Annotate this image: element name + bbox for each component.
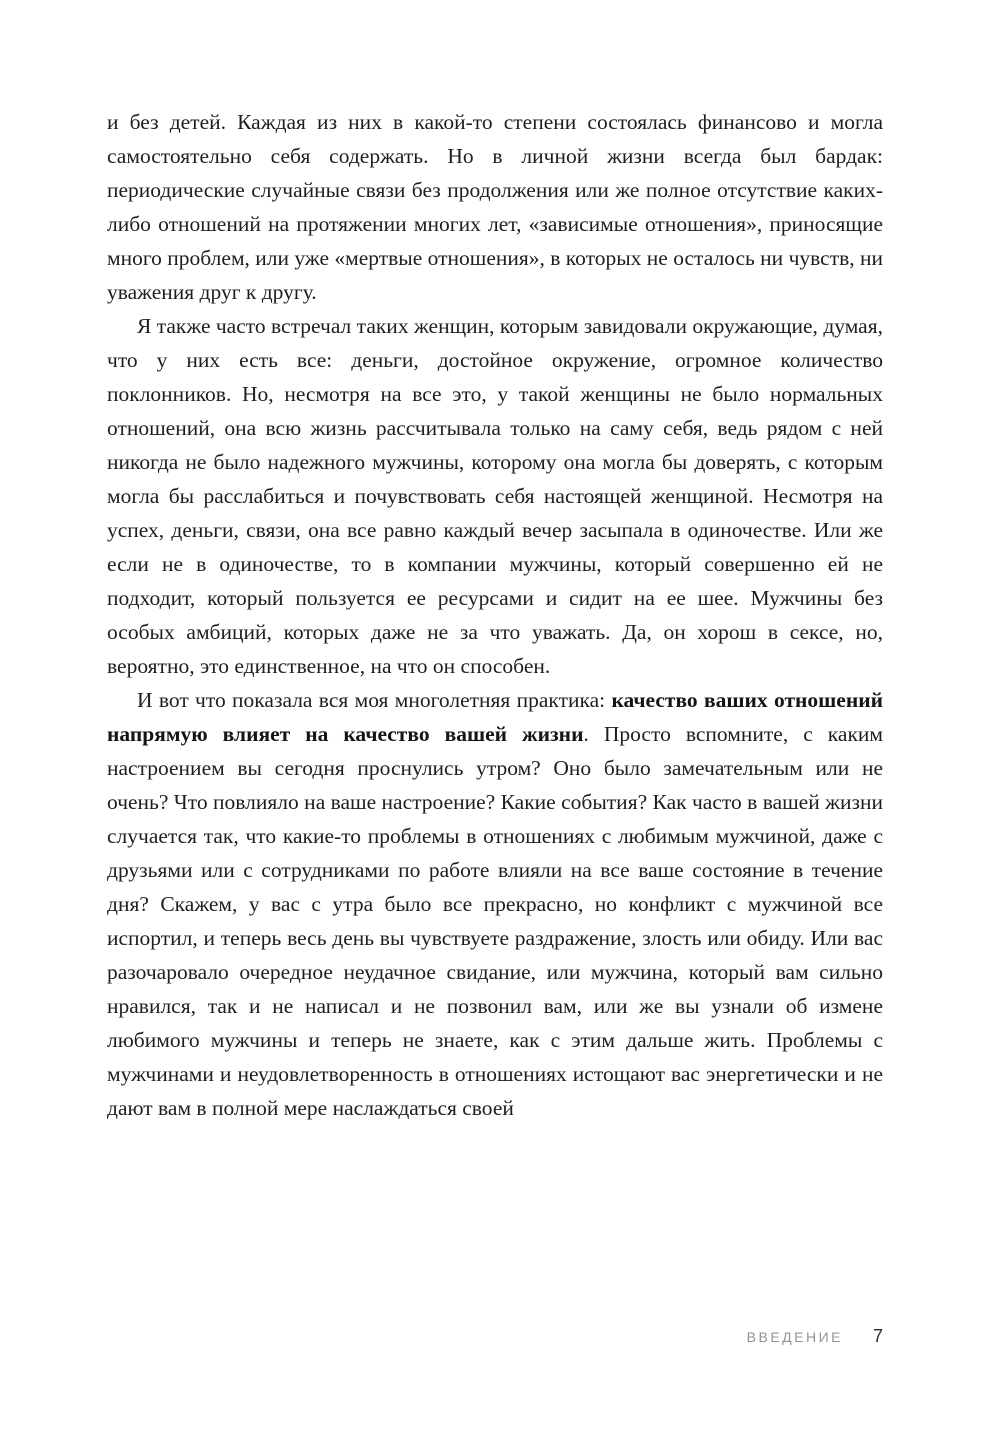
paragraph	[107, 683, 883, 1125]
bold-text: качество ваших отношений напрямую влияет на качество вашей жизни	[107, 688, 883, 746]
paragraph: и без детей. Каждая из них в какой-то степени состоялась финансово и могла самостоятельно себя содержать. Но в личной жизни всегда был бардак: периодические случайные связи без продолжения или же полное отсутствие каких-либо отношений на протяжении многих лет, «зависимые отношения», приносящие много проблем, или уже «мертвые отношения», в которых не осталось ни чувств, ни уважения друг к другу.	[107, 110, 884, 304]
paragraph: Я также часто встречал таких женщин, которым завидовали окружающие, думая, что у них есть все: деньги, достойное окружение, огромное количество поклонников. Но, несмотря на все это, у такой женщины не было нормальных отношений, она всю жизнь рассчитывала только на саму себя, ведь рядом с ней никогда не было надежного мужчины, которому она могла бы доверять, с которым могла бы расслабиться и почувствовать себя настоящей женщиной. Несмотря на успех, деньги, связи, она все равно каждый вечер засыпала в одиночестве. Или же если не в одиночестве, то в компании мужчины, который совершенно ей не подходит, который пользуется ее ресурсами и сидит на ее шее. Мужчины без особых амбиций, которых даже не за что уважать. Да, он хорош в сексе, но, вероятно, это единственное, на что он способен.	[107, 314, 883, 678]
footer-section-title: ВВЕДЕНИЕ	[746, 1329, 843, 1345]
paragraph-text: И вот что показала вся моя многолетняя практика:	[137, 688, 612, 712]
page-number: 7	[872, 1326, 883, 1346]
page-footer	[107, 1326, 883, 1347]
body-text	[107, 105, 883, 1125]
paragraph-text: . Просто вспомните, с каким настроением вы сегодня проснулись утром? Оно было замечательным или не очень? Что повлияло на ваше настроение? Какие события? Как часто в вашей жизни случается так, что какие-то проблемы в отношениях с любимым мужчиной, даже с друзьями или с сотрудниками по работе влияли на все ваше состояние в течение дня? Скажем, у вас с утра было все прекрасно, но конфликт с мужчиной все испортил, и теперь весь день вы чувствуете раздражение, злость или обиду. Или вас разочаровало очередное неудачное свидание, или мужчина, который вам сильно нравился, так и не написал и не позвонил вам, или же вы узнали об измене любимого мужчины и теперь не знаете, как с этим дальше жить. Проблемы с мужчинами и неудовлетворенность в отношениях истощают вас энергетически и не дают вам в полной мере наслаждаться своей	[107, 722, 884, 1120]
